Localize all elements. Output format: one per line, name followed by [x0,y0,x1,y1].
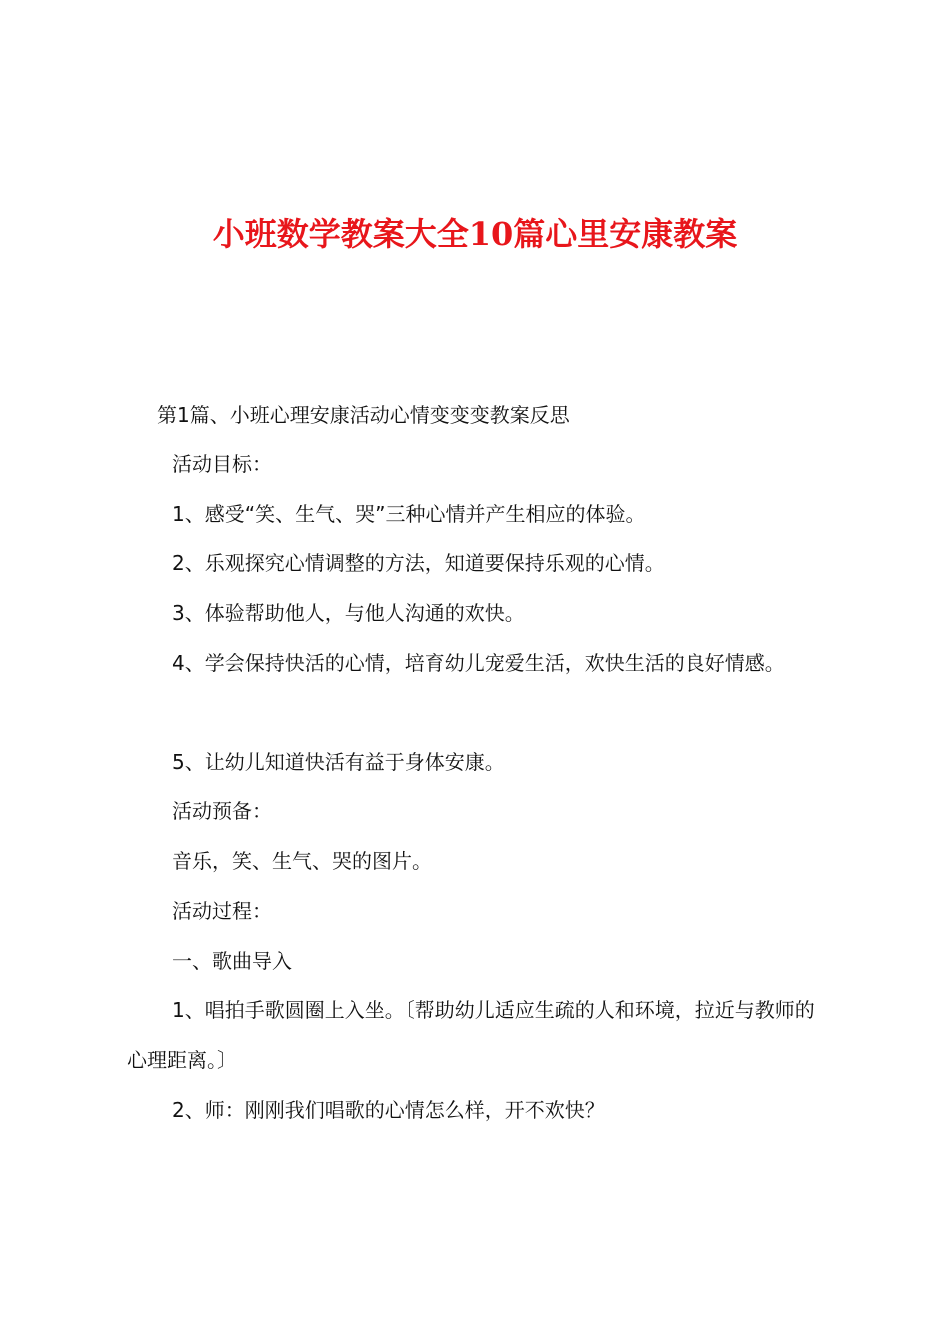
preparation-heading: 活动预备： [172,799,272,823]
objectives-heading: 活动目标： [172,452,272,476]
process-heading: 活动过程： [172,899,272,923]
step-item-1: 1、唱拍手歌圆圈上入坐。〔帮助幼儿适应生疏的人和环境，拉近与教师的心理距离。〕 [127,998,815,1072]
objective-item-4: 4、学会保持快活的心情，培育幼儿宠爱生活，欢快生活的良好情感。 [172,651,785,675]
preparation-text: 音乐，笑、生气、哭的图片。 [172,849,432,873]
document-title: 小班数学教案大全10篇心里安康教案 [212,215,738,253]
step-heading-1: 一、歌曲导入 [172,949,292,973]
objective-item-3: 3、体验帮助他人，与他人沟通的欢快。 [172,601,525,625]
objective-item-1: 1、感受“笑、生气、哭”三种心情并产生相应的体验。 [172,502,646,526]
objective-item-5: 5、让幼儿知道快活有益于身体安康。 [172,750,505,774]
objective-item-2: 2、乐观探究心情调整的方法，知道要保持乐观的心情。 [172,551,665,575]
step-item-2: 2、师：刚刚我们唱歌的心情怎么样，开不欢快？ [172,1098,605,1122]
section-heading: 第1篇、小班心理安康活动心情变变变教案反思 [157,403,570,427]
